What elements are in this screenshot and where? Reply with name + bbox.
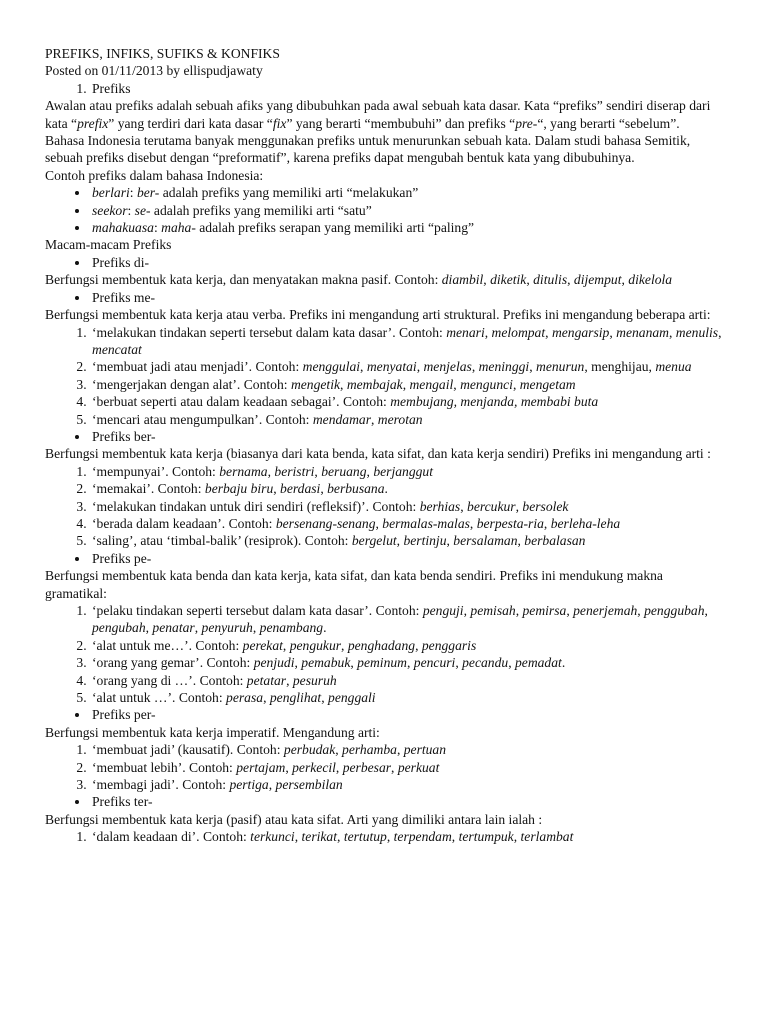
prefix-group-description [45, 724, 724, 741]
text-run: , [513, 829, 521, 845]
prefix-group-heading: • Prefiks di- [90, 254, 724, 271]
text-run: , [545, 324, 552, 340]
text-run: ‘mencari atau mengumpulkan’. Contoh: [92, 411, 313, 427]
prefix-meaning-list [45, 602, 724, 706]
prefix-meaning-item [90, 654, 724, 671]
text-run: , [567, 272, 574, 288]
italic-term: menurun [536, 359, 585, 375]
prefix-meaning-item [90, 411, 724, 428]
text-run: ‘melakukan tindakan untuk diri sendiri (refleksif)’. Contoh: [92, 498, 420, 514]
text-run: , [391, 759, 398, 775]
italic-term: ditulis [533, 272, 568, 288]
section-heading-prefiks: 1. Prefiks [90, 80, 724, 97]
example-item [90, 202, 724, 219]
text-run: Berfungsi membentuk kata benda dan kata kerja, kata sifat, dan kata benda sendiri. Prefiks ini mendukung makna gramatikal: [45, 568, 663, 601]
italic-term: mencatat [92, 341, 142, 357]
italic-term: pre- [515, 115, 538, 131]
text-run: , [337, 829, 344, 845]
text-run: ‘saling’, atau ‘timbal-balik’ (resiprok). Contoh: [92, 533, 352, 549]
prefix-group-bullet-list [45, 550, 724, 567]
text-run: . [561, 655, 566, 671]
italic-term: ber- [136, 185, 160, 201]
italic-term: terlambat [520, 829, 574, 845]
italic-term: perhamba [342, 742, 397, 758]
text-run: , [340, 376, 347, 392]
italic-term: mahakuasa [92, 220, 154, 236]
prefix-group-heading: • Prefiks me- [90, 289, 724, 306]
text-run: , [335, 759, 343, 775]
text-run: , [268, 777, 276, 793]
italic-term: dijemput [573, 272, 622, 288]
italic-term: penerjemah [573, 603, 638, 618]
text-run: , [446, 533, 454, 549]
italic-term: meninggi [478, 359, 530, 375]
text-run: ‘memakai’. Contoh: [92, 481, 205, 497]
text-run: . [323, 620, 327, 636]
italic-term: dikelola [628, 272, 673, 288]
italic-term: pemisah [470, 603, 516, 618]
text-run: , [350, 655, 358, 671]
text-run: , [609, 324, 617, 340]
text-run: Berfungsi membentuk kata kerja (pasif) atau kata sifat. Arti yang dimiliki antara lain ialah : [45, 811, 543, 827]
italic-term: perekat [242, 637, 283, 653]
text-run: , [451, 829, 459, 845]
italic-term: penggaris [421, 637, 477, 653]
text-run: ‘membuat jadi’ (kausatif). Contoh: [92, 742, 284, 758]
italic-term: pemadat [514, 655, 562, 671]
text-run: , [529, 359, 536, 375]
italic-term: perasa [226, 690, 264, 706]
italic-term: pemabuk [301, 655, 351, 671]
text-run: , [515, 498, 523, 514]
italic-term: tertumpuk [458, 829, 514, 845]
italic-term: menyatai [366, 359, 417, 375]
text-run: Berfungsi membentuk kata kerja, dan menyatakan makna pasif. Contoh: [45, 272, 442, 288]
text-run: , [252, 620, 260, 636]
prefix-group-heading: • Prefiks per- [90, 706, 724, 723]
text-run: ” yang berarti “membubuhi” dan prefiks “ [286, 115, 516, 131]
italic-term: melompat [491, 324, 546, 340]
text-run: , [145, 620, 153, 636]
italic-term: penggali [328, 690, 376, 706]
text-run: , [416, 359, 424, 375]
italic-term: penglihat [269, 690, 322, 706]
text-run: ” yang terdiri dari kata dasar “ [108, 115, 273, 131]
italic-term: bermalas-malas [382, 515, 470, 531]
italic-term: menulis [675, 324, 719, 340]
prefix-meaning-item [90, 637, 724, 654]
text-run: ‘berbuat seperti atau dalam keadaan sebagai’. Contoh: [92, 394, 391, 410]
text-run: , [484, 324, 492, 340]
prefix-group-description [45, 811, 724, 828]
text-run: ‘orang yang di …’. Contoh: [92, 672, 247, 688]
text-run: , [366, 463, 374, 479]
text-run: adalah prefiks yang memiliki arti “melakukan” [159, 185, 419, 201]
italic-term: berlari [92, 185, 130, 201]
document-title: PREFIKS, INFIKS, SUFIKS & KONFIKS [45, 46, 280, 61]
prefix-meaning-item [90, 532, 724, 549]
text-run: ‘membuat lebih’. Contoh: [92, 759, 237, 775]
text-run: ‘membagi jadi’. Contoh: [92, 777, 230, 793]
prefix-meaning-item [90, 376, 724, 393]
section-list [45, 80, 724, 97]
italic-term: berpesta-ria [476, 515, 544, 531]
italic-term: pesuruh [292, 672, 337, 688]
text-run: , [341, 637, 348, 653]
prefix-meaning-item [90, 463, 724, 480]
example-item [90, 219, 724, 236]
text-run: ‘orang yang gemar’. Contoh: [92, 655, 254, 671]
italic-term: berbusana [327, 481, 385, 497]
italic-term: beristri [274, 463, 315, 479]
text-run: Berfungsi membentuk kata kerja imperatif. Mengandung arti: [45, 724, 380, 740]
text-run: Berfungsi membentuk kata kerja (biasanya dari kata benda, kata sifat, dan kata kerja sendiri) Prefiks ini mengandung arti : [45, 446, 711, 462]
italic-term: petatar [246, 672, 287, 688]
italic-term: penambang [259, 620, 324, 636]
text-run: ‘mempunyai’. Contoh: [92, 463, 220, 479]
text-run: , [512, 376, 520, 392]
text-run: , [455, 655, 463, 671]
prefix-meaning-item [90, 324, 724, 359]
italic-term: mengail [409, 376, 454, 392]
text-run: ‘melakukan tindakan seperti tersebut dalam kata dasar’. Contoh: [92, 324, 447, 340]
italic-term: menggulai [302, 359, 361, 375]
italic-term: pengukur [289, 637, 342, 653]
italic-term: berleha-leha [550, 515, 621, 531]
prefix-meaning-item [90, 515, 724, 532]
italic-term: membajak [346, 376, 403, 392]
post-meta: Posted on 01/11/2013 by ellispudjawaty [45, 63, 263, 79]
text-run: adalah prefiks serapan yang memiliki arti “paling” [195, 220, 475, 236]
text-run: ‘mengerjakan dengan alat’. Contoh: [92, 376, 291, 392]
text-run: , [396, 742, 404, 758]
text-run: , [543, 515, 551, 531]
prefix-meaning-item [90, 358, 724, 375]
prefix-meaning-list [45, 463, 724, 550]
text-run: , [321, 690, 329, 706]
indonesian-usage-paragraph: Bahasa Indonesia terutama banyak menggunakan prefiks untuk menurunkan sebuah kata. Dalam studi bahasa Semitik, sebuah prefiks disebut dengan “preformatif”, karena prefiks dapat mengubah bentuk kata yang dibubuhinya. [45, 133, 691, 166]
text-run: ‘dalam keadaan di’. Contoh: [92, 829, 251, 845]
examples-list [45, 184, 724, 236]
italic-term: pertiga [229, 777, 269, 793]
text-run: , [508, 655, 515, 671]
prefix-group-description [45, 271, 724, 288]
text-run: , [718, 324, 722, 340]
prefix-groups [45, 254, 724, 846]
text-run: , [320, 481, 328, 497]
prefix-group-bullet-list [45, 428, 724, 445]
italic-term: berbalasan [524, 533, 586, 549]
italic-term: mendamar [312, 411, 371, 427]
text-run: Berfungsi membentuk kata kerja atau verba. Prefiks ini mengandung arti struktural. Prefiks ini mengandung beberapa arti: [45, 307, 711, 323]
italic-term: berdasi [280, 481, 321, 497]
italic-term: menanam [616, 324, 669, 340]
text-run: . [384, 481, 388, 497]
text-run: ‘alat untuk me…’. Contoh: [92, 637, 243, 653]
text-run: , [463, 603, 471, 618]
text-run: , [483, 272, 491, 288]
prefix-meaning-item [90, 776, 724, 793]
italic-term: terpendam [393, 829, 452, 845]
prefix-types-heading: Macam-macam Prefiks [45, 237, 172, 253]
text-run: , [402, 376, 410, 392]
text-run: : [129, 185, 137, 201]
prefix-group-description [45, 306, 724, 323]
italic-term: bergelut [351, 533, 397, 549]
italic-term: beruang [321, 463, 367, 479]
italic-term: bernama [219, 463, 268, 479]
italic-term: persembilan [275, 777, 343, 793]
text-run: “, yang berarti “sebelum”. [537, 115, 680, 131]
text-run: , [294, 829, 302, 845]
text-run: : [153, 220, 162, 236]
italic-term: diambil [441, 272, 484, 288]
prefix-group-bullet-list [45, 254, 724, 271]
italic-term: pemirsa [522, 603, 567, 618]
text-run: , [360, 359, 367, 375]
text-run: ‘membuat jadi atau menjadi’. Contoh: [92, 359, 303, 375]
text-run: ‘alat untuk …’. Contoh: [92, 690, 227, 706]
prefix-meaning-item [90, 828, 724, 845]
prefix-meaning-list [45, 828, 724, 845]
text-run: : [127, 202, 135, 218]
prefix-meaning-item [90, 498, 724, 515]
italic-term: membujang, menjanda, membabi buta [390, 394, 599, 410]
text-run: , [282, 637, 290, 653]
text-run: Awalan atau prefiks adalah sebuah afiks yang dibubuhkan pada awal sebuah kata dasar. Kata “prefiks” sendiri diserap dari kata “ [45, 98, 711, 131]
italic-term: diketik [490, 272, 527, 288]
italic-term: penguji [422, 603, 464, 618]
italic-term: perbesar [342, 759, 392, 775]
italic-term: mengunci [460, 376, 513, 392]
text-run: , [263, 690, 270, 706]
prefix-meaning-item [90, 689, 724, 706]
prefix-group-bullet-list [45, 793, 724, 810]
italic-term: mengetik [290, 376, 341, 392]
text-run: , [273, 481, 281, 497]
prefix-group-bullet-list [45, 289, 724, 306]
prefix-group-heading: • Prefiks ter- [90, 793, 724, 810]
text-run: , [407, 655, 414, 671]
text-run: , [453, 376, 461, 392]
italic-term: menua [655, 359, 692, 375]
prefix-meaning-list [45, 324, 724, 428]
text-run: ‘berada dalam keadaan’. Contoh: [92, 515, 276, 531]
text-run: ‘pelaku tindakan seperti tersebut dalam kata dasar’. Contoh: [92, 603, 423, 618]
italic-term: bersalaman [453, 533, 518, 549]
text-run: , [469, 515, 477, 531]
italic-term: penyuruh [201, 620, 253, 636]
italic-term: penggubah [644, 603, 705, 618]
text-run: , [460, 498, 468, 514]
text-run: , [471, 359, 479, 375]
prefix-meaning-item [90, 602, 724, 637]
italic-term: berbaju biru [204, 481, 274, 497]
text-run: , [194, 620, 202, 636]
prefix-group-heading: • Prefiks ber- [90, 428, 724, 445]
italic-term: penatar [152, 620, 195, 636]
prefix-meaning-item [90, 672, 724, 689]
prefix-meaning-item [90, 759, 724, 776]
text-run: , [386, 829, 394, 845]
italic-term: maha- [161, 220, 196, 236]
text-run: , [566, 603, 574, 618]
italic-term: pengubah [92, 620, 146, 636]
text-run: , [526, 272, 534, 288]
prefix-meaning-list [45, 741, 724, 793]
italic-term: bertinju [403, 533, 447, 549]
text-run: , [371, 411, 378, 427]
text-run: , [621, 272, 629, 288]
text-run: , [704, 603, 708, 618]
italic-term: tertutup [343, 829, 387, 845]
italic-term: perbudak [283, 742, 336, 758]
prefix-meaning-item [90, 393, 724, 410]
italic-term: merotan [377, 411, 423, 427]
italic-term: perkuat [397, 759, 440, 775]
italic-term: penjudi [253, 655, 295, 671]
text-run: , [637, 603, 645, 618]
italic-term: terikat [301, 829, 338, 845]
example-item [90, 184, 724, 201]
prefix-group-description [45, 445, 724, 462]
text-run: , [294, 655, 302, 671]
italic-term: bersenang-senang [275, 515, 376, 531]
italic-term: fix [272, 115, 287, 131]
text-run: , menghijau, [584, 359, 656, 375]
text-run: , [517, 533, 525, 549]
italic-term: terkunci [250, 829, 295, 845]
text-run: , [375, 515, 383, 531]
italic-term: menari [446, 324, 485, 340]
italic-term: peminum [357, 655, 407, 671]
italic-term: pencuri [413, 655, 456, 671]
italic-term: berhias [419, 498, 461, 514]
text-run: , [396, 533, 404, 549]
italic-term: pertajam [236, 759, 286, 775]
intro-paragraph [45, 97, 724, 132]
text-run: , [314, 463, 322, 479]
text-run: , [515, 603, 523, 618]
italic-term: berjanggut [373, 463, 433, 479]
text-run: , [335, 742, 343, 758]
italic-term: prefix [77, 115, 109, 131]
italic-term: pertuan [403, 742, 447, 758]
italic-term: pecandu [462, 655, 509, 671]
italic-term: bersolek [522, 498, 569, 514]
italic-term: bercukur [467, 498, 516, 514]
italic-term: se- [134, 202, 151, 218]
italic-term: menjelas [423, 359, 472, 375]
prefix-meaning-item [90, 480, 724, 497]
italic-term: seekor [92, 202, 128, 218]
prefix-group-bullet-list [45, 706, 724, 723]
prefix-group-heading: • Prefiks pe- [90, 550, 724, 567]
text-run: , [669, 324, 676, 340]
italic-term: mengarsip [551, 324, 610, 340]
text-run: , [286, 672, 293, 688]
text-run: , [285, 759, 293, 775]
text-run: , [267, 463, 275, 479]
text-run: adalah prefiks yang memiliki arti “satu” [150, 202, 372, 218]
italic-term: perkecil [292, 759, 336, 775]
prefix-group-description [45, 567, 724, 602]
prefix-meaning-item [90, 741, 724, 758]
examples-heading: Contoh prefiks dalam bahasa Indonesia: [45, 167, 264, 183]
italic-term: penghadang [347, 637, 416, 653]
text-run: , [415, 637, 422, 653]
italic-term: mengetam [519, 376, 576, 392]
